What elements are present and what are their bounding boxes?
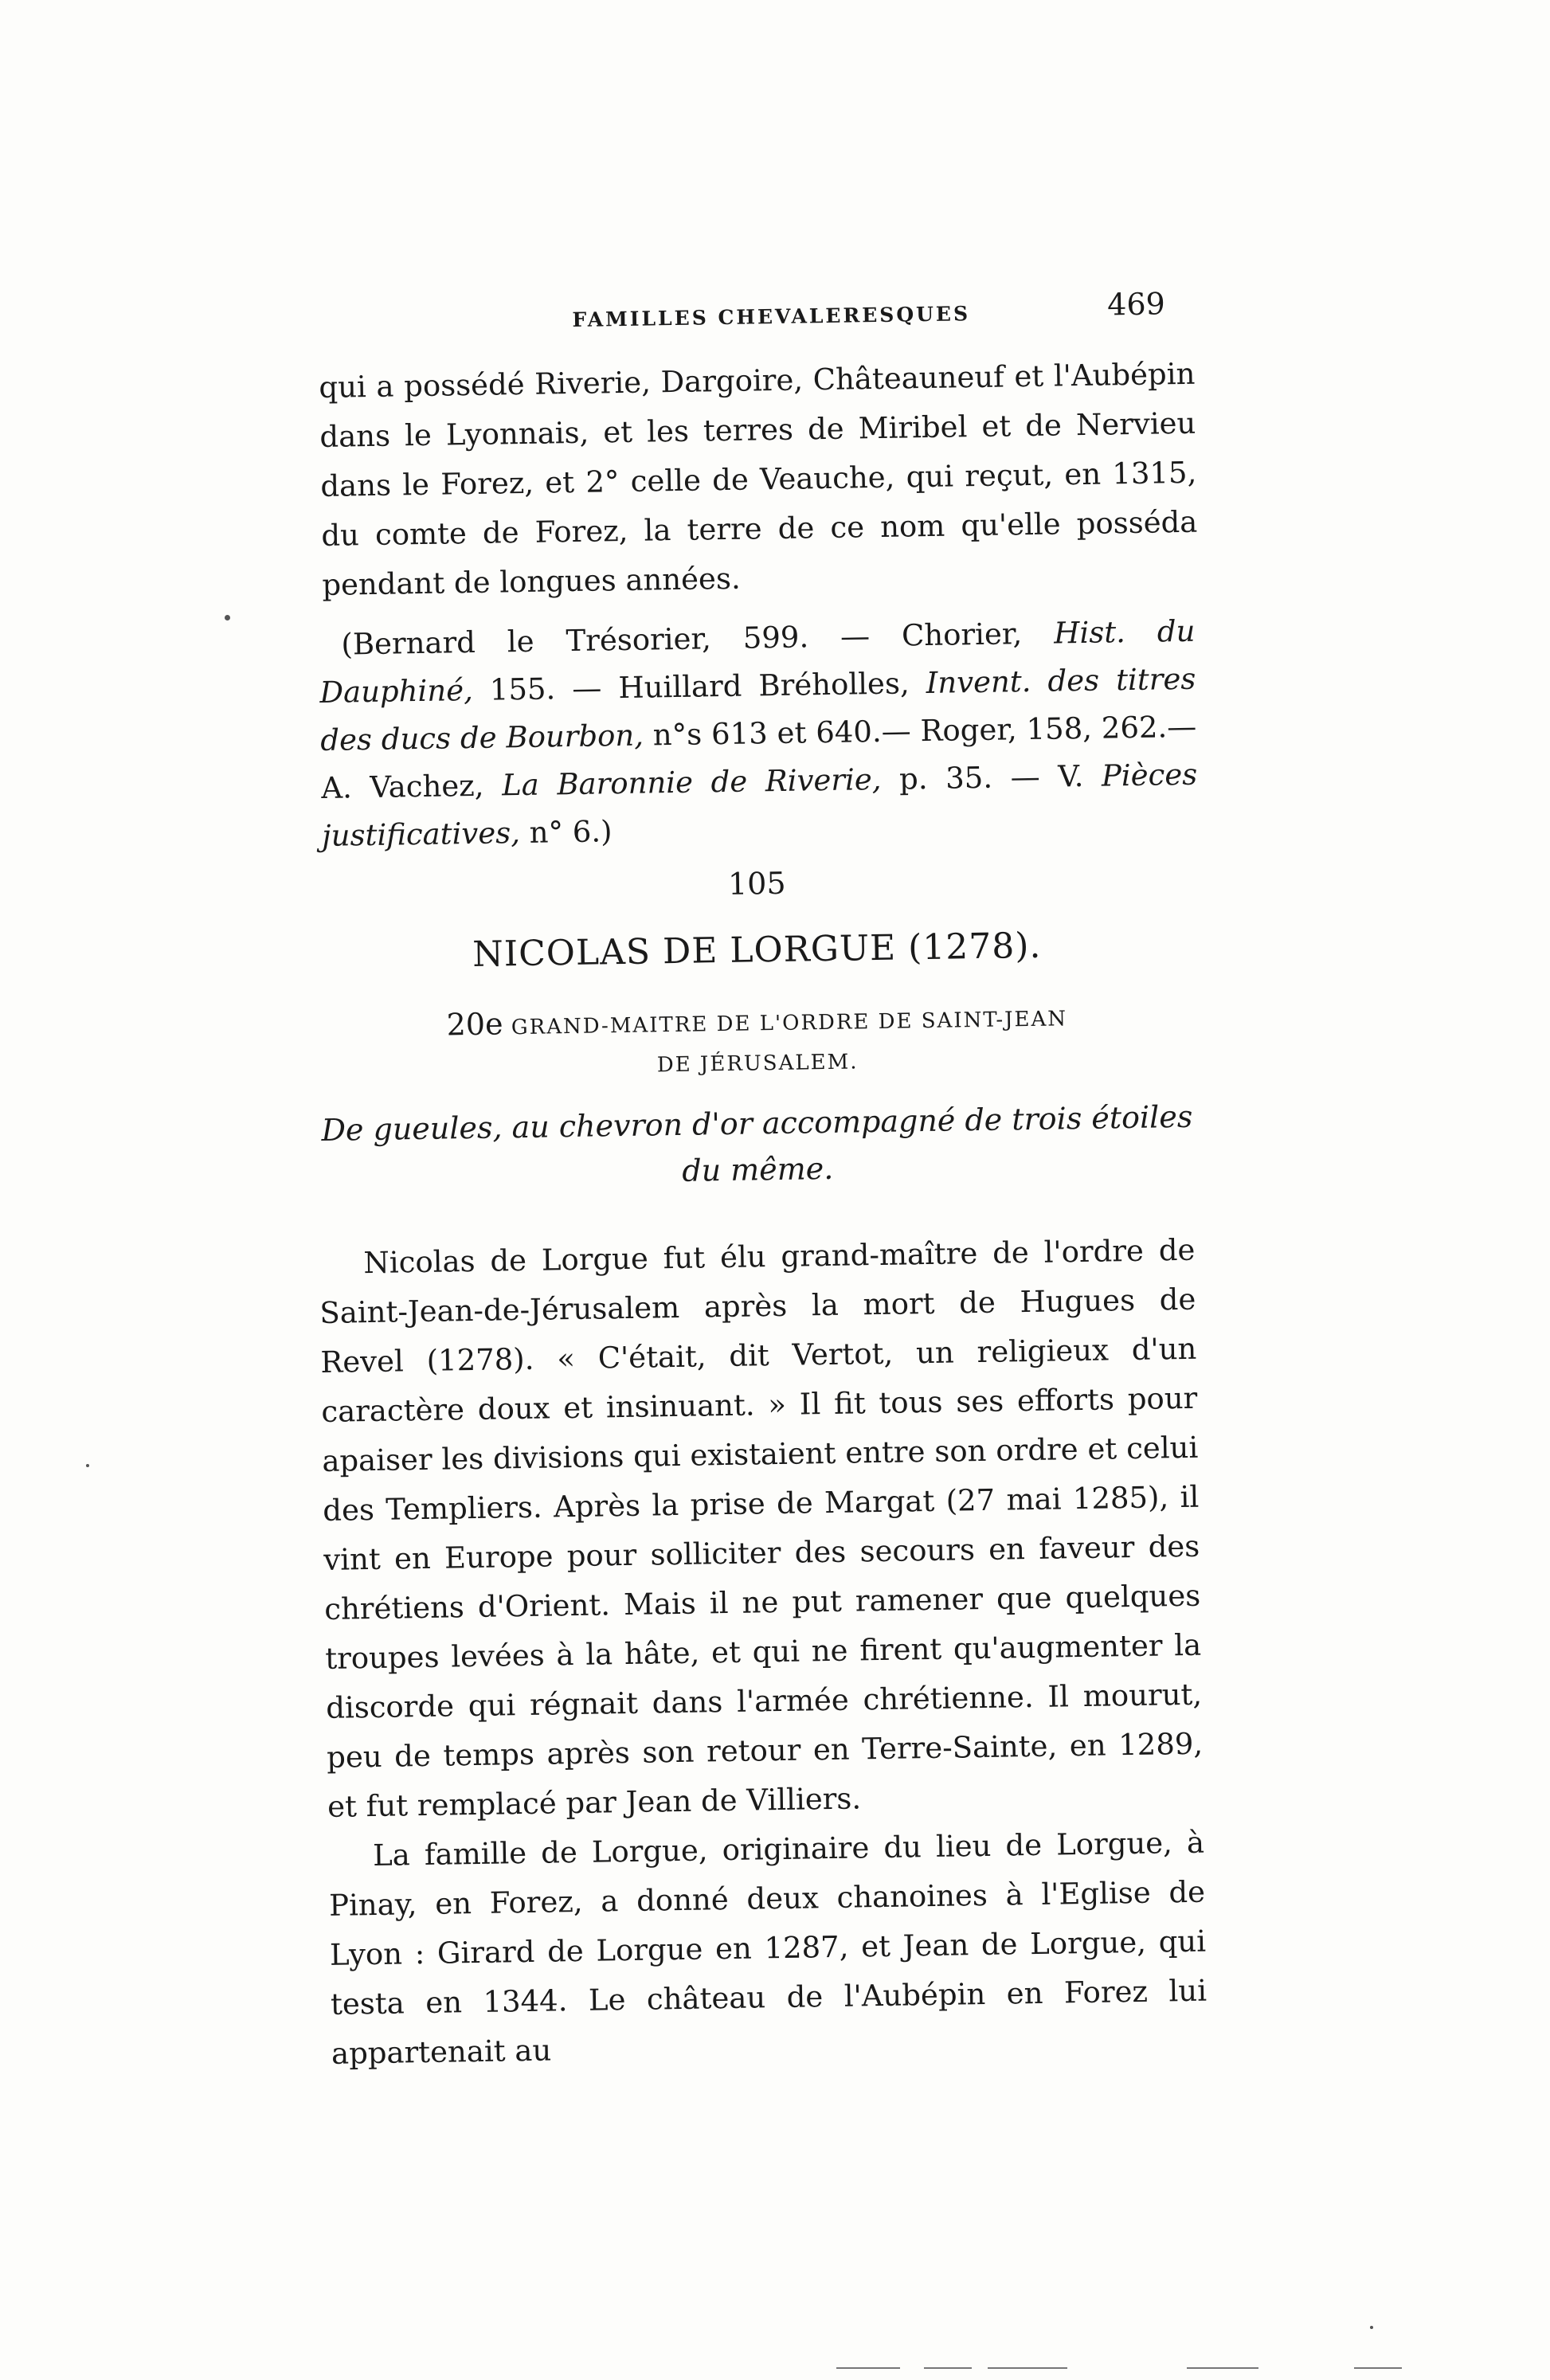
entry-title-block xyxy=(319,923,1196,977)
running-title: FAMILLES CHEVALERESQUES xyxy=(572,302,971,331)
entry-subtitle-line2: DE JÉRUSALEM. xyxy=(656,1050,859,1078)
subtitle-ordinal: 20e xyxy=(446,1006,503,1043)
references-block xyxy=(319,608,1199,860)
reference-title: Invent. des titres des ducs de Bourbon, xyxy=(320,661,1196,757)
reference-title: La Baronnie de Riverie, xyxy=(501,761,882,803)
scan-edge-line xyxy=(924,2367,972,2369)
scan-edge-line xyxy=(988,2367,1067,2369)
running-header xyxy=(319,286,1196,347)
scan-edge-line xyxy=(836,2367,900,2369)
reference-text: (Bernard le Trésorier, 599. — Chorier, xyxy=(341,616,1055,662)
reference-text: p. 35. — V. xyxy=(881,758,1102,797)
body-paragraph-2: La famille de Lorgue, originaire du lieu de Lorgue, à Pinay, en Forez, a donné deux chanoines à l'Eglise de Lyon : Girard de Lorgue en 1287, et Jean de Lorgue, qui testa en 1344. Le château de l'Aubépin en Forez lui appartenait au xyxy=(328,1825,1208,2071)
blazon-line2: du même. xyxy=(681,1150,834,1188)
scan-speck xyxy=(225,615,230,620)
entry-number: 105 xyxy=(727,865,786,902)
reference-text: n°s 613 et 640.— Roger, 158, 262.— A. Vachez, xyxy=(320,709,1197,805)
body-paragraph-1: Nicolas de Lorgue fut élu grand-maître de l'ordre de Saint-Jean-de-Jérusalem après la mort de Hugues de Revel (1278). « C'était, dit Vertot, un religieux d'un caractère doux et insinuant. » Il fit tous ses efforts pour apaiser les divisions qui existaient entre son ordre et celui des Templiers. Après la prise de Margat (27 mai 1285), il vint en Europe pour solliciter des secours en faveur des chrétiens d'Orient. Mais il ne put ramener que quelques troupes levées à la hâte, et qui ne firent qu'augmenter la discorde qui régnait dans l'armée chrétienne. Il mourut, peu de temps après son retour en Terre-Sainte, en 1289, et fut remplacé par Jean de Villiers. xyxy=(319,1232,1204,1824)
reference-text: n° 6.) xyxy=(519,814,613,851)
intro-paragraph: qui a possédé Riverie, Dargoire, Châteauneuf et l'Aubépin dans le Lyonnais, et les terres de Miribel et de Nervieu dans le Forez, et 2° celle de Veauche, qui reçut, en 1315, du comte de Forez, la terre de ce nom qu'elle posséda pendant de longues années. xyxy=(319,356,1198,602)
reference-title: Hist. du Dauphiné, xyxy=(319,613,1196,710)
scan-edge-line xyxy=(1187,2367,1258,2369)
entry-number-block xyxy=(319,859,1196,908)
entry-title: NICOLAS DE LORGUE (1278). xyxy=(472,925,1042,975)
references xyxy=(319,608,1199,860)
entry-subtitle-block xyxy=(319,993,1196,1090)
subtitle-text: GRAND-MAITRE DE L'ORDRE DE SAINT-JEAN xyxy=(511,1007,1068,1040)
page-number: 469 xyxy=(1106,286,1166,323)
scan-speck xyxy=(86,1464,89,1467)
reference-text: 155. — Huillard Bréholles, xyxy=(472,666,927,707)
blazon-block xyxy=(319,1094,1196,1200)
body-block xyxy=(319,1226,1208,2079)
intro-block xyxy=(319,350,1199,610)
reference-title: Pièces justificatives, xyxy=(321,757,1198,853)
blazon-line1: De gueules, au chevron d'or accompagné de trois étoiles xyxy=(321,1098,1193,1148)
scan-speck xyxy=(1370,2326,1373,2329)
scan-edge-line xyxy=(1354,2367,1402,2369)
